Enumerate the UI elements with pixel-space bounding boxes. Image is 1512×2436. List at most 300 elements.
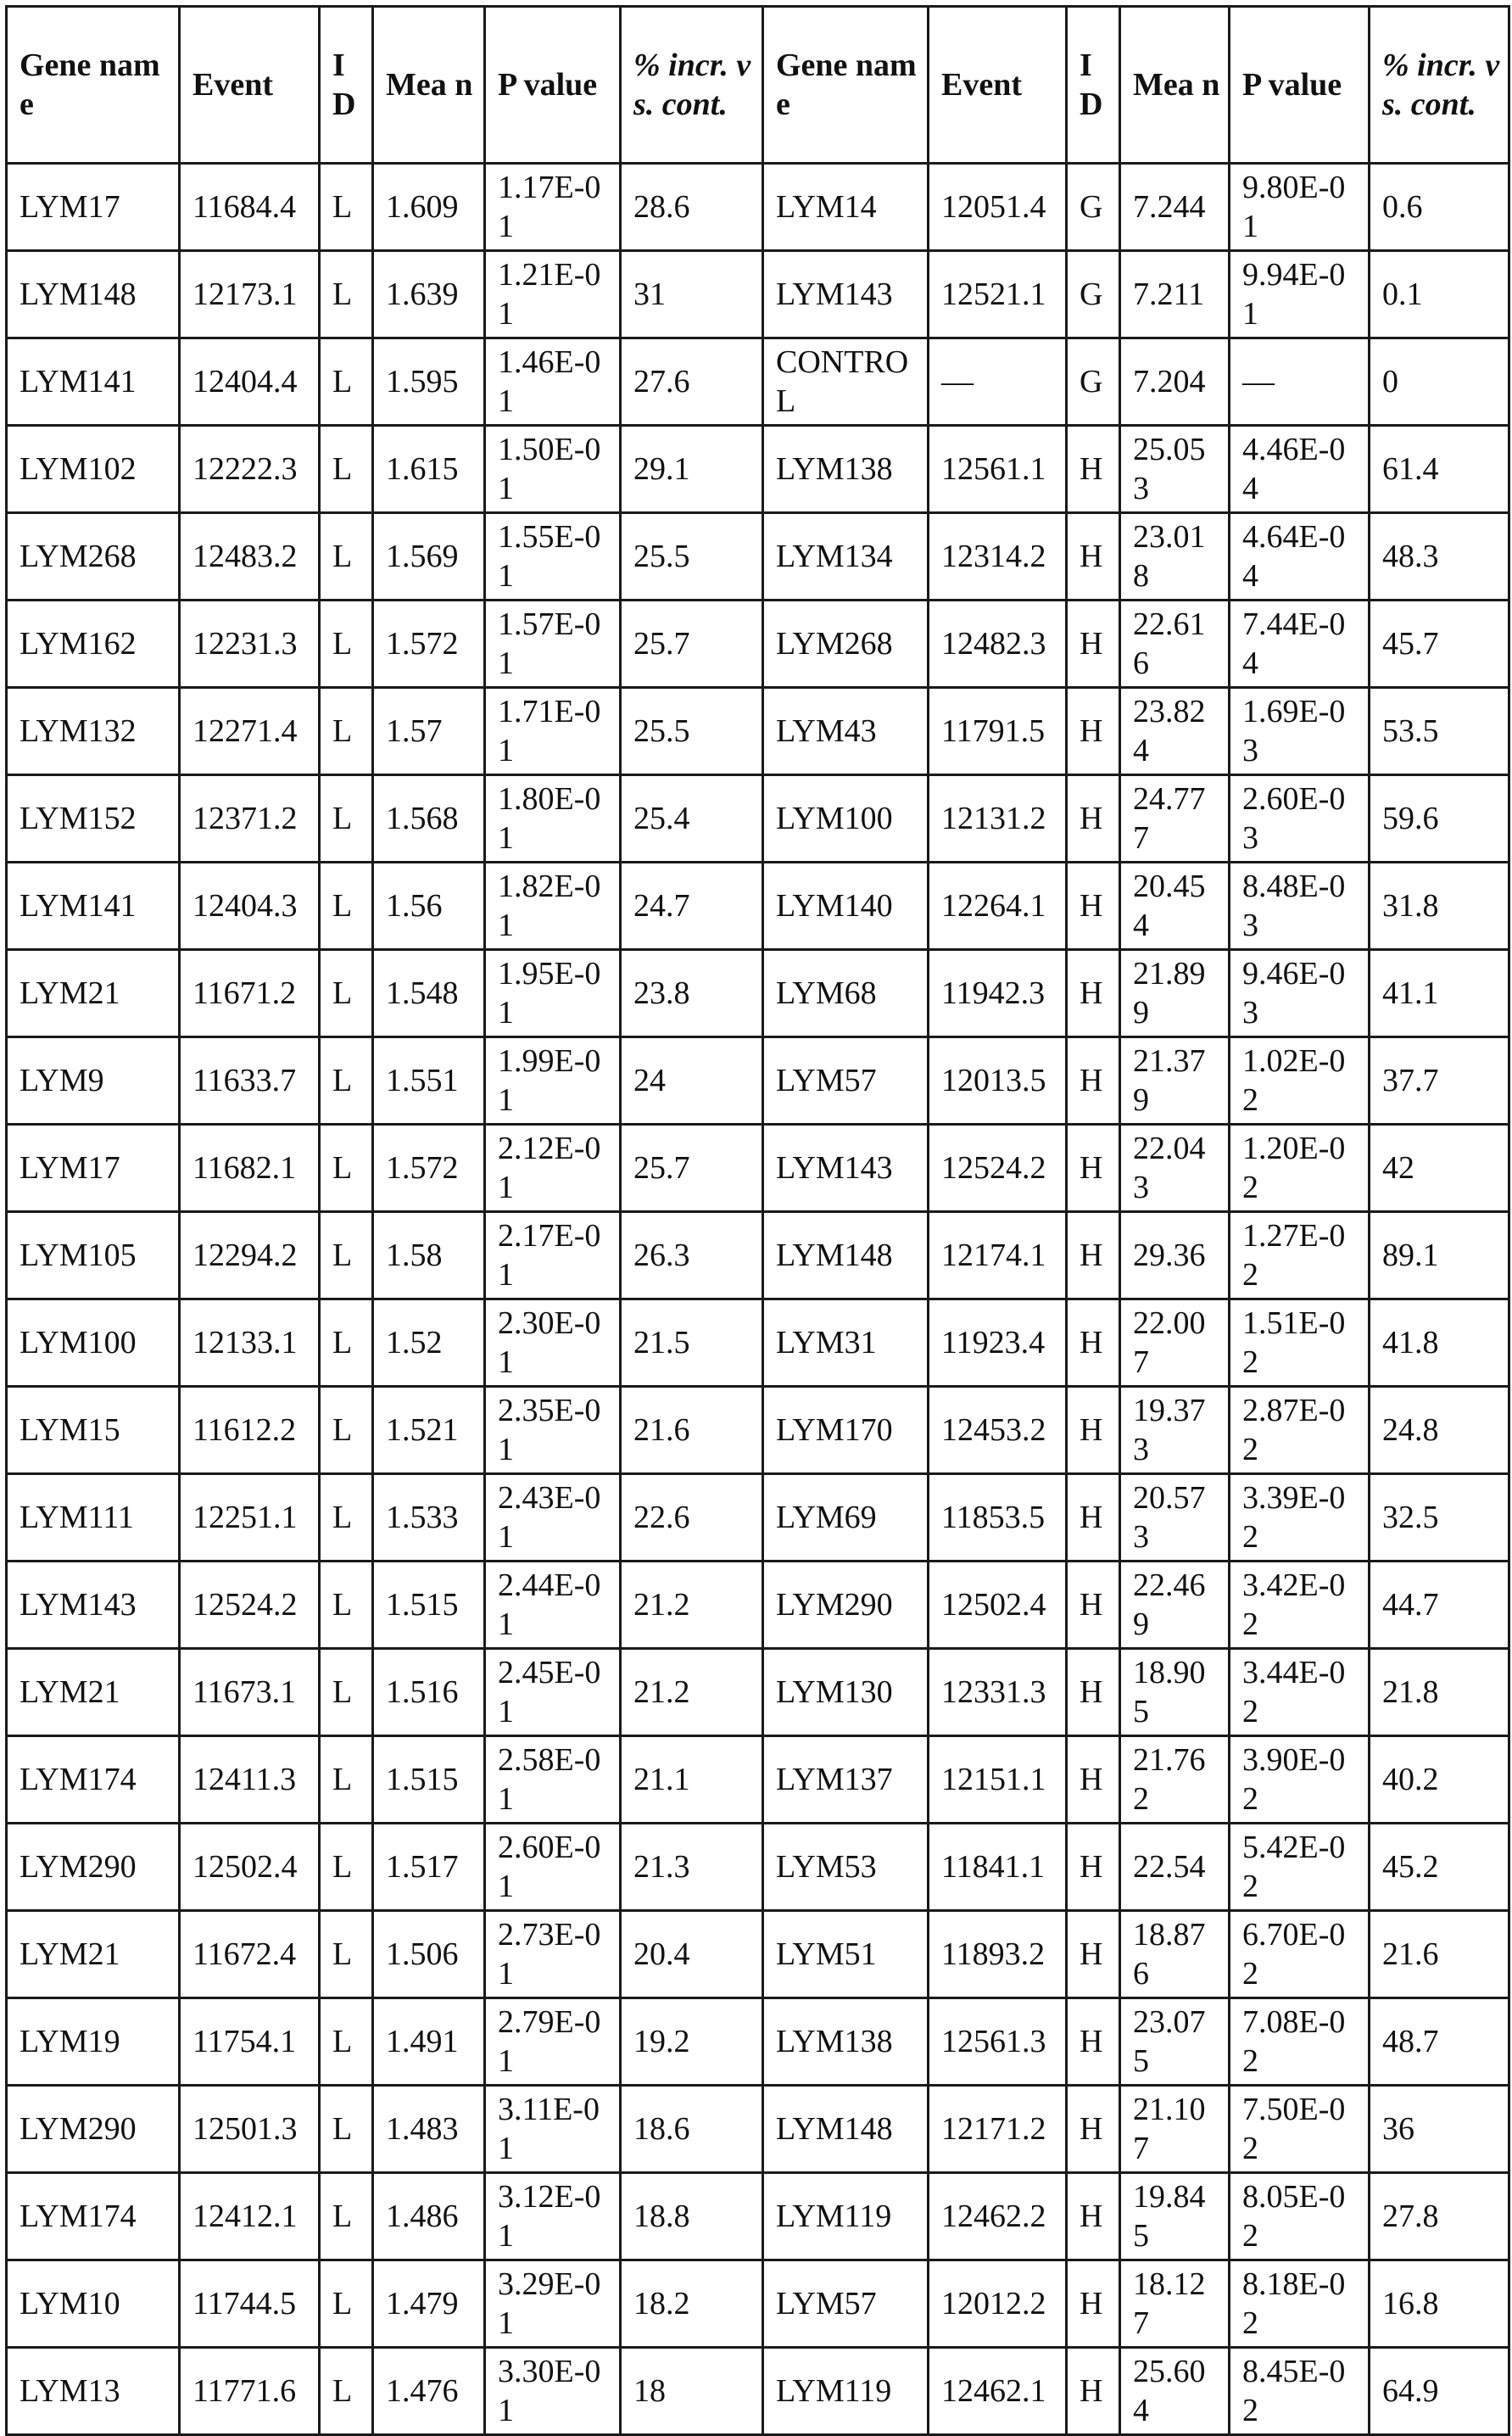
cell-p-value-2: 5.42E-02: [1230, 1824, 1370, 1911]
cell-event: 12483.2: [180, 513, 320, 601]
table-row: [7, 1037, 1509, 1125]
cell-event-2: 12561.1: [929, 426, 1067, 513]
cell-mean-2: 20.454: [1120, 863, 1230, 950]
cell-pct-incr-2: 32.5: [1370, 1474, 1509, 1562]
table-row: [7, 426, 1509, 513]
cell-gene-name: LYM17: [7, 164, 180, 251]
cell-gene-name: LYM162: [7, 601, 180, 688]
table-row: [7, 2086, 1509, 2173]
cell-mean-2: 18.905: [1120, 1649, 1230, 1736]
cell-event-2: 12482.3: [929, 601, 1067, 688]
cell-id: L: [320, 1387, 373, 1474]
col-header-id-2: I D: [1067, 7, 1120, 164]
cell-pct-incr: 19.2: [621, 1998, 763, 2086]
cell-p-value-2: 8.48E-03: [1230, 863, 1370, 950]
cell-event: 12294.2: [180, 1212, 320, 1299]
col-header-pct-incr: % incr. vs. cont.: [621, 7, 763, 164]
cell-gene-name: LYM148: [7, 251, 180, 338]
cell-id-2: H: [1067, 601, 1120, 688]
cell-pct-incr-2: 48.7: [1370, 1998, 1509, 2086]
cell-mean: 1.568: [373, 775, 485, 863]
cell-id-2: G: [1067, 164, 1120, 251]
cell-p-value: 1.95E-01: [485, 950, 621, 1037]
cell-gene-name-2: LYM51: [763, 1911, 929, 1998]
cell-p-value-2: 8.18E-02: [1230, 2260, 1370, 2348]
cell-mean: 1.521: [373, 1387, 485, 1474]
cell-p-value: 2.73E-01: [485, 1911, 621, 1998]
cell-event-2: 11923.4: [929, 1299, 1067, 1387]
cell-gene-name-2: LYM170: [763, 1387, 929, 1474]
col-header-mean-2: Mea n: [1120, 7, 1230, 164]
cell-event: 11671.2: [180, 950, 320, 1037]
cell-event: 11754.1: [180, 1998, 320, 2086]
cell-id: L: [320, 1125, 373, 1212]
table-row: [7, 863, 1509, 950]
cell-p-value-2: 6.70E-02: [1230, 1911, 1370, 1998]
cell-event: 11684.4: [180, 164, 320, 251]
cell-event: 12502.4: [180, 1824, 320, 1911]
cell-id-2: H: [1067, 688, 1120, 775]
table-row: [7, 2260, 1509, 2348]
cell-event: 11682.1: [180, 1125, 320, 1212]
cell-mean: 1.57: [373, 688, 485, 775]
cell-gene-name: LYM10: [7, 2260, 180, 2348]
cell-id-2: H: [1067, 1911, 1120, 1998]
cell-pct-incr: 21.2: [621, 1562, 763, 1649]
cell-id-2: G: [1067, 251, 1120, 338]
cell-mean: 1.551: [373, 1037, 485, 1125]
cell-id-2: H: [1067, 950, 1120, 1037]
table-row: [7, 338, 1509, 426]
cell-p-value: 3.29E-01: [485, 2260, 621, 2348]
col-header-p-value-2: P value: [1230, 7, 1370, 164]
table-row: [7, 1824, 1509, 1911]
cell-mean: 1.517: [373, 1824, 485, 1911]
table-row: [7, 251, 1509, 338]
cell-gene-name-2: LYM148: [763, 1212, 929, 1299]
cell-event: 11612.2: [180, 1387, 320, 1474]
table-row: [7, 2348, 1509, 2435]
cell-id-2: H: [1067, 2086, 1120, 2173]
table-row: [7, 1387, 1509, 1474]
cell-mean: 1.572: [373, 601, 485, 688]
cell-gene-name-2: LYM138: [763, 426, 929, 513]
cell-id-2: H: [1067, 2348, 1120, 2435]
cell-pct-incr: 24: [621, 1037, 763, 1125]
cell-mean-2: 22.007: [1120, 1299, 1230, 1387]
cell-id: L: [320, 863, 373, 950]
cell-pct-incr: 24.7: [621, 863, 763, 950]
cell-gene-name-2: CONTROL: [763, 338, 929, 426]
cell-p-value-2: 7.08E-02: [1230, 1998, 1370, 2086]
cell-gene-name: LYM141: [7, 338, 180, 426]
cell-pct-incr-2: 16.8: [1370, 2260, 1509, 2348]
cell-pct-incr: 18.6: [621, 2086, 763, 2173]
cell-event-2: 12462.1: [929, 2348, 1067, 2435]
cell-p-value-2: 4.64E-04: [1230, 513, 1370, 601]
cell-gene-name-2: LYM100: [763, 775, 929, 863]
cell-mean-2: 23.075: [1120, 1998, 1230, 2086]
cell-gene-name: LYM19: [7, 1998, 180, 2086]
cell-p-value: 1.50E-01: [485, 426, 621, 513]
cell-mean-2: 22.043: [1120, 1125, 1230, 1212]
cell-event: 11771.6: [180, 2348, 320, 2435]
cell-gene-name: LYM21: [7, 1649, 180, 1736]
cell-id: L: [320, 164, 373, 251]
cell-mean: 1.515: [373, 1562, 485, 1649]
cell-id-2: H: [1067, 1299, 1120, 1387]
cell-gene-name: LYM141: [7, 863, 180, 950]
cell-id: L: [320, 1299, 373, 1387]
cell-event: 12251.1: [180, 1474, 320, 1562]
cell-gene-name: LYM290: [7, 2086, 180, 2173]
cell-id-2: H: [1067, 863, 1120, 950]
cell-p-value: 1.99E-01: [485, 1037, 621, 1125]
cell-pct-incr: 25.5: [621, 513, 763, 601]
cell-mean: 1.548: [373, 950, 485, 1037]
header-row: [7, 7, 1509, 164]
cell-event: 12231.3: [180, 601, 320, 688]
cell-pct-incr-2: 24.8: [1370, 1387, 1509, 1474]
cell-gene-name-2: LYM119: [763, 2173, 929, 2260]
cell-mean: 1.569: [373, 513, 485, 601]
cell-gene-name-2: LYM137: [763, 1736, 929, 1824]
cell-mean-2: 7.244: [1120, 164, 1230, 251]
results-table: [5, 5, 1510, 2436]
table-row: [7, 1911, 1509, 1998]
cell-p-value: 1.71E-01: [485, 688, 621, 775]
cell-mean-2: 19.845: [1120, 2173, 1230, 2260]
col-header-mean: Mea n: [373, 7, 485, 164]
table-row: [7, 1299, 1509, 1387]
cell-mean-2: 19.373: [1120, 1387, 1230, 1474]
table-row: [7, 601, 1509, 688]
cell-pct-incr-2: 0: [1370, 338, 1509, 426]
cell-p-value-2: 3.42E-02: [1230, 1562, 1370, 1649]
cell-pct-incr: 21.3: [621, 1824, 763, 1911]
cell-p-value: 1.55E-01: [485, 513, 621, 601]
cell-mean-2: 21.899: [1120, 950, 1230, 1037]
cell-gene-name: LYM9: [7, 1037, 180, 1125]
cell-pct-incr: 21.1: [621, 1736, 763, 1824]
cell-event-2: 12012.2: [929, 2260, 1067, 2348]
cell-gene-name-2: LYM119: [763, 2348, 929, 2435]
cell-pct-incr-2: 36: [1370, 2086, 1509, 2173]
cell-pct-incr-2: 64.9: [1370, 2348, 1509, 2435]
table-row: [7, 1649, 1509, 1736]
col-header-p-value: P value: [485, 7, 621, 164]
cell-p-value: 3.12E-01: [485, 2173, 621, 2260]
cell-mean-2: 29.36: [1120, 1212, 1230, 1299]
cell-event: 12173.1: [180, 251, 320, 338]
cell-event: 12371.2: [180, 775, 320, 863]
cell-event: 11633.7: [180, 1037, 320, 1125]
cell-mean: 1.515: [373, 1736, 485, 1824]
cell-gene-name-2: LYM57: [763, 2260, 929, 2348]
cell-id-2: G: [1067, 338, 1120, 426]
cell-p-value-2: 2.87E-02: [1230, 1387, 1370, 1474]
cell-gene-name-2: LYM57: [763, 1037, 929, 1125]
cell-p-value-2: 3.44E-02: [1230, 1649, 1370, 1736]
cell-id: L: [320, 1736, 373, 1824]
cell-event-2: 12314.2: [929, 513, 1067, 601]
cell-gene-name-2: LYM53: [763, 1824, 929, 1911]
cell-event-2: 12524.2: [929, 1125, 1067, 1212]
cell-p-value: 3.30E-01: [485, 2348, 621, 2435]
cell-id-2: H: [1067, 1387, 1120, 1474]
cell-gene-name-2: LYM134: [763, 513, 929, 601]
cell-id-2: H: [1067, 1649, 1120, 1736]
cell-p-value: 1.21E-01: [485, 251, 621, 338]
cell-id-2: H: [1067, 1474, 1120, 1562]
cell-event-2: 12051.4: [929, 164, 1067, 251]
cell-gene-name-2: LYM69: [763, 1474, 929, 1562]
cell-pct-incr-2: 37.7: [1370, 1037, 1509, 1125]
cell-p-value: 2.60E-01: [485, 1824, 621, 1911]
cell-pct-incr-2: 40.2: [1370, 1736, 1509, 1824]
cell-pct-incr: 21.2: [621, 1649, 763, 1736]
cell-event-2: 12331.3: [929, 1649, 1067, 1736]
cell-event: 12271.4: [180, 688, 320, 775]
cell-gene-name: LYM21: [7, 950, 180, 1037]
cell-event: 12404.4: [180, 338, 320, 426]
cell-event-2: 11791.5: [929, 688, 1067, 775]
cell-event-2: 12171.2: [929, 2086, 1067, 2173]
cell-mean: 1.533: [373, 1474, 485, 1562]
cell-mean: 1.52: [373, 1299, 485, 1387]
cell-gene-name: LYM21: [7, 1911, 180, 1998]
cell-event-2: 12151.1: [929, 1736, 1067, 1824]
cell-gene-name: LYM132: [7, 688, 180, 775]
col-header-gene-name-2: Gene name: [763, 7, 929, 164]
cell-p-value-2: 7.50E-02: [1230, 2086, 1370, 2173]
cell-event: 12524.2: [180, 1562, 320, 1649]
cell-p-value: 2.58E-01: [485, 1736, 621, 1824]
cell-event-2: 12013.5: [929, 1037, 1067, 1125]
cell-pct-incr: 21.6: [621, 1387, 763, 1474]
cell-p-value: 2.35E-01: [485, 1387, 621, 1474]
cell-id: L: [320, 426, 373, 513]
cell-id-2: H: [1067, 513, 1120, 601]
cell-event-2: 12264.1: [929, 863, 1067, 950]
cell-gene-name: LYM100: [7, 1299, 180, 1387]
cell-p-value: 3.11E-01: [485, 2086, 621, 2173]
cell-p-value-2: 9.80E-01: [1230, 164, 1370, 251]
cell-id: L: [320, 2086, 373, 2173]
cell-p-value: 1.46E-01: [485, 338, 621, 426]
col-header-id: I D: [320, 7, 373, 164]
cell-event-2: 12502.4: [929, 1562, 1067, 1649]
table-row: [7, 1736, 1509, 1824]
cell-event-2: 12131.2: [929, 775, 1067, 863]
cell-p-value: 1.57E-01: [485, 601, 621, 688]
cell-id: L: [320, 950, 373, 1037]
cell-event: 12411.3: [180, 1736, 320, 1824]
table-row: [7, 1125, 1509, 1212]
cell-gene-name-2: LYM148: [763, 2086, 929, 2173]
cell-mean-2: 21.107: [1120, 2086, 1230, 2173]
cell-pct-incr: 26.3: [621, 1212, 763, 1299]
cell-p-value-2: 8.45E-02: [1230, 2348, 1370, 2435]
cell-p-value: 1.82E-01: [485, 863, 621, 950]
cell-event-2: 12453.2: [929, 1387, 1067, 1474]
cell-pct-incr: 27.6: [621, 338, 763, 426]
cell-pct-incr-2: 27.8: [1370, 2173, 1509, 2260]
cell-pct-incr-2: 42: [1370, 1125, 1509, 1212]
cell-gene-name-2: LYM43: [763, 688, 929, 775]
cell-gene-name: LYM111: [7, 1474, 180, 1562]
cell-mean: 1.476: [373, 2348, 485, 2435]
cell-p-value: 2.45E-01: [485, 1649, 621, 1736]
cell-pct-incr-2: 21.8: [1370, 1649, 1509, 1736]
cell-gene-name: LYM268: [7, 513, 180, 601]
cell-gene-name-2: LYM130: [763, 1649, 929, 1736]
cell-mean: 1.639: [373, 251, 485, 338]
cell-id: L: [320, 1649, 373, 1736]
cell-mean: 1.486: [373, 2173, 485, 2260]
cell-gene-name: LYM13: [7, 2348, 180, 2435]
cell-id: L: [320, 251, 373, 338]
cell-pct-incr: 21.5: [621, 1299, 763, 1387]
cell-id: L: [320, 1824, 373, 1911]
cell-mean-2: 23.824: [1120, 688, 1230, 775]
cell-pct-incr: 25.4: [621, 775, 763, 863]
cell-event: 12404.3: [180, 863, 320, 950]
cell-gene-name-2: LYM143: [763, 251, 929, 338]
cell-p-value-2: 2.60E-03: [1230, 775, 1370, 863]
cell-mean: 1.483: [373, 2086, 485, 2173]
cell-p-value-2: 9.46E-03: [1230, 950, 1370, 1037]
cell-gene-name-2: LYM143: [763, 1125, 929, 1212]
cell-id-2: H: [1067, 2173, 1120, 2260]
cell-mean-2: 20.573: [1120, 1474, 1230, 1562]
cell-mean-2: 18.127: [1120, 2260, 1230, 2348]
cell-gene-name-2: LYM31: [763, 1299, 929, 1387]
cell-pct-incr-2: 41.8: [1370, 1299, 1509, 1387]
cell-p-value-2: 3.90E-02: [1230, 1736, 1370, 1824]
cell-p-value-2: —: [1230, 338, 1370, 426]
cell-mean-2: 24.777: [1120, 775, 1230, 863]
cell-gene-name-2: LYM268: [763, 601, 929, 688]
cell-pct-incr: 28.6: [621, 164, 763, 251]
cell-pct-incr: 22.6: [621, 1474, 763, 1562]
cell-gene-name: LYM102: [7, 426, 180, 513]
cell-mean-2: 25.053: [1120, 426, 1230, 513]
cell-id: L: [320, 601, 373, 688]
cell-p-value: 2.79E-01: [485, 1998, 621, 2086]
col-header-gene-name: Gene name: [7, 7, 180, 164]
cell-event: 12222.3: [180, 426, 320, 513]
cell-pct-incr: 18.2: [621, 2260, 763, 2348]
cell-p-value-2: 1.51E-02: [1230, 1299, 1370, 1387]
cell-pct-incr-2: 0.1: [1370, 251, 1509, 338]
cell-mean-2: 25.604: [1120, 2348, 1230, 2435]
cell-pct-incr: 29.1: [621, 426, 763, 513]
cell-event-2: 11893.2: [929, 1911, 1067, 1998]
cell-event: 12412.1: [180, 2173, 320, 2260]
cell-pct-incr-2: 61.4: [1370, 426, 1509, 513]
cell-pct-incr-2: 89.1: [1370, 1212, 1509, 1299]
cell-gene-name-2: LYM14: [763, 164, 929, 251]
cell-p-value: 2.30E-01: [485, 1299, 621, 1387]
cell-pct-incr-2: 59.6: [1370, 775, 1509, 863]
cell-gene-name-2: LYM140: [763, 863, 929, 950]
cell-id: L: [320, 1212, 373, 1299]
table-row: [7, 2173, 1509, 2260]
table-row: [7, 950, 1509, 1037]
cell-pct-incr: 31: [621, 251, 763, 338]
cell-gene-name: LYM143: [7, 1562, 180, 1649]
cell-p-value-2: 1.69E-03: [1230, 688, 1370, 775]
cell-mean-2: 23.018: [1120, 513, 1230, 601]
cell-p-value-2: 1.02E-02: [1230, 1037, 1370, 1125]
cell-id: L: [320, 1911, 373, 1998]
cell-id-2: H: [1067, 1212, 1120, 1299]
cell-mean-2: 22.469: [1120, 1562, 1230, 1649]
cell-mean-2: 18.876: [1120, 1911, 1230, 1998]
table-row: [7, 1474, 1509, 1562]
cell-id-2: H: [1067, 1736, 1120, 1824]
cell-pct-incr: 25.7: [621, 1125, 763, 1212]
cell-id: L: [320, 688, 373, 775]
cell-mean-2: 22.54: [1120, 1824, 1230, 1911]
cell-gene-name: LYM174: [7, 1736, 180, 1824]
cell-mean: 1.58: [373, 1212, 485, 1299]
cell-mean: 1.516: [373, 1649, 485, 1736]
cell-p-value-2: 7.44E-04: [1230, 601, 1370, 688]
cell-event-2: 11942.3: [929, 950, 1067, 1037]
cell-mean: 1.491: [373, 1998, 485, 2086]
cell-pct-incr-2: 31.8: [1370, 863, 1509, 950]
cell-pct-incr-2: 0.6: [1370, 164, 1509, 251]
cell-pct-incr: 20.4: [621, 1911, 763, 1998]
table-row: [7, 1998, 1509, 2086]
cell-pct-incr-2: 53.5: [1370, 688, 1509, 775]
cell-mean: 1.56: [373, 863, 485, 950]
cell-pct-incr: 23.8: [621, 950, 763, 1037]
cell-mean-2: 7.204: [1120, 338, 1230, 426]
cell-id: L: [320, 2173, 373, 2260]
cell-event: 11672.4: [180, 1911, 320, 1998]
cell-mean-2: 22.616: [1120, 601, 1230, 688]
cell-mean: 1.595: [373, 338, 485, 426]
col-header-pct-incr-2: % incr. vs. cont.: [1370, 7, 1509, 164]
cell-p-value: 1.80E-01: [485, 775, 621, 863]
cell-event: 11744.5: [180, 2260, 320, 2348]
cell-p-value: 2.17E-01: [485, 1212, 621, 1299]
cell-event-2: 12462.2: [929, 2173, 1067, 2260]
cell-pct-incr: 18.8: [621, 2173, 763, 2260]
cell-id: L: [320, 1474, 373, 1562]
cell-gene-name-2: LYM290: [763, 1562, 929, 1649]
cell-gene-name-2: LYM138: [763, 1998, 929, 2086]
cell-p-value: 2.12E-01: [485, 1125, 621, 1212]
cell-id: L: [320, 1562, 373, 1649]
cell-gene-name: LYM174: [7, 2173, 180, 2260]
table-body: [7, 164, 1509, 2435]
cell-p-value-2: 3.39E-02: [1230, 1474, 1370, 1562]
cell-id-2: H: [1067, 775, 1120, 863]
cell-event-2: 11853.5: [929, 1474, 1067, 1562]
cell-p-value: 2.43E-01: [485, 1474, 621, 1562]
cell-mean-2: 21.762: [1120, 1736, 1230, 1824]
table-row: [7, 1212, 1509, 1299]
cell-mean: 1.609: [373, 164, 485, 251]
table-row: [7, 513, 1509, 601]
cell-pct-incr-2: 41.1: [1370, 950, 1509, 1037]
cell-p-value-2: 9.94E-01: [1230, 251, 1370, 338]
cell-event-2: —: [929, 338, 1067, 426]
